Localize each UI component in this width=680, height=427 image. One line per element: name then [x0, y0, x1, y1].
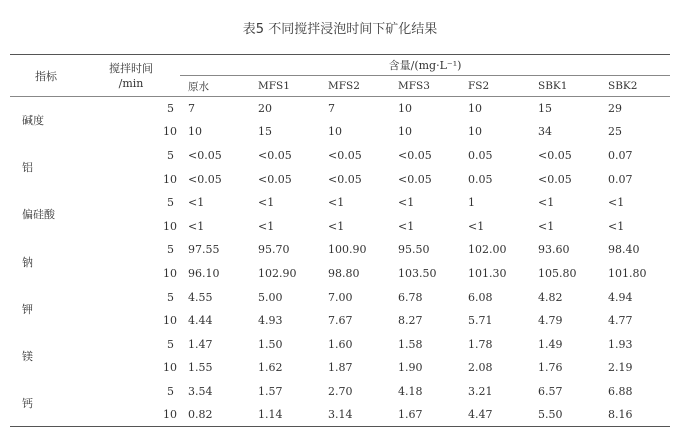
content-value: 1.57 — [258, 384, 283, 398]
content-value: <0.05 — [398, 148, 432, 162]
indicator-name: 镁 — [22, 350, 33, 364]
table-row — [10, 144, 670, 168]
content-value: 7 — [328, 102, 335, 116]
content-value: 6.08 — [468, 290, 493, 304]
content-value: 1.50 — [258, 337, 283, 351]
content-value: <1 — [608, 196, 625, 210]
content-value: 15 — [258, 125, 272, 139]
content-value: 10 — [398, 125, 412, 139]
content-value: 1.90 — [398, 361, 423, 375]
table-row — [10, 120, 670, 144]
table-body — [10, 97, 670, 427]
stir-time: 10 — [163, 408, 177, 422]
indicator-name: 钠 — [22, 255, 33, 269]
content-value: 7 — [188, 102, 195, 116]
stir-time: 10 — [163, 314, 177, 328]
content-value: <1 — [188, 196, 205, 210]
content-value: 4.82 — [538, 290, 563, 304]
header-row-1 — [10, 55, 670, 76]
content-value: <0.05 — [398, 172, 432, 186]
content-value: 1.67 — [398, 408, 423, 422]
content-value: <1 — [258, 219, 275, 233]
content-value: 95.50 — [398, 243, 430, 257]
content-value: 4.77 — [608, 314, 633, 328]
content-value: <1 — [328, 196, 345, 210]
content-value: 102.00 — [468, 243, 507, 257]
content-value: <1 — [538, 196, 555, 210]
content-value: <0.05 — [328, 172, 362, 186]
content-value: 29 — [608, 102, 622, 116]
content-value: 10 — [328, 125, 342, 139]
content-value: 98.80 — [328, 266, 360, 280]
stir-time: 5 — [167, 196, 174, 210]
content-value: <0.05 — [538, 148, 572, 162]
table-row — [10, 309, 670, 333]
content-value: <0.05 — [328, 148, 362, 162]
content-value: 1.14 — [258, 408, 283, 422]
content-value: 3.21 — [468, 384, 493, 398]
stir-time: 10 — [163, 172, 177, 186]
stir-time: 10 — [163, 361, 177, 375]
content-value: 6.88 — [608, 384, 633, 398]
content-value: 101.80 — [608, 266, 647, 280]
content-value: <1 — [608, 219, 625, 233]
content-value: 6.57 — [538, 384, 563, 398]
content-value: 1.47 — [188, 337, 213, 351]
content-value: 4.44 — [188, 314, 213, 328]
content-value: <0.05 — [538, 172, 572, 186]
sample-header: FS2 — [460, 76, 530, 97]
time-header-line1: 搅拌时间 — [109, 61, 153, 75]
content-value: <0.05 — [258, 172, 292, 186]
stir-time: 5 — [167, 337, 174, 351]
content-value: 105.80 — [538, 266, 577, 280]
content-value: 4.79 — [538, 314, 563, 328]
content-value: 2.08 — [468, 361, 493, 375]
mineralization-table — [10, 54, 670, 427]
content-value: 2.19 — [608, 361, 633, 375]
sample-header: MFS3 — [390, 76, 460, 97]
table-row — [10, 262, 670, 286]
indicator-name: 偏硅酸 — [22, 208, 55, 222]
content-value: 100.90 — [328, 243, 367, 257]
content-value: 0.07 — [608, 148, 633, 162]
content-value: 10 — [398, 102, 412, 116]
stir-time: 5 — [167, 148, 174, 162]
content-value: 1.87 — [328, 361, 353, 375]
sample-header: MFS1 — [250, 76, 320, 97]
content-value: <1 — [468, 219, 485, 233]
content-value: 20 — [258, 102, 272, 116]
content-value: 1.55 — [188, 361, 213, 375]
indicator-name: 钙 — [10, 380, 82, 427]
content-value: <1 — [538, 219, 555, 233]
content-value: 1.49 — [538, 337, 563, 351]
time-header-line2: /min — [118, 76, 144, 90]
content-value: 1.78 — [468, 337, 493, 351]
content-value: 96.10 — [188, 266, 220, 280]
content-value: 5.50 — [538, 408, 563, 422]
stir-time: 5 — [167, 243, 174, 257]
indicator-name: 铝 — [22, 161, 33, 175]
content-value: 4.18 — [398, 384, 423, 398]
table-row — [10, 285, 670, 309]
content-value: 0.07 — [608, 172, 633, 186]
content-value: 0.05 — [468, 148, 493, 162]
content-value: 10 — [468, 125, 482, 139]
content-value: 0.05 — [468, 172, 493, 186]
content-value: 5.71 — [468, 314, 493, 328]
table-row — [10, 191, 670, 215]
content-value: 1 — [468, 196, 475, 210]
content-value: 97.55 — [188, 243, 220, 257]
content-value: <1 — [258, 196, 275, 210]
content-value: 1.58 — [398, 337, 423, 351]
content-value: <1 — [398, 196, 415, 210]
table-row — [10, 380, 670, 404]
stir-time: 5 — [167, 290, 174, 304]
content-value: 2.70 — [328, 384, 353, 398]
stir-time: 5 — [167, 384, 174, 398]
table-row — [10, 167, 670, 191]
content-value: 5.00 — [258, 290, 283, 304]
sample-header: MFS2 — [320, 76, 390, 97]
content-value: <1 — [398, 219, 415, 233]
content-header: 含量/(mg·L⁻¹) — [180, 55, 670, 76]
table-row — [10, 356, 670, 380]
content-value: 10 — [188, 125, 202, 139]
table-row — [10, 403, 670, 427]
content-value: 10 — [468, 102, 482, 116]
table-row — [10, 214, 670, 238]
content-value: 1.93 — [608, 337, 633, 351]
sample-header: 原水 — [180, 76, 250, 97]
table-caption: 表5 不同搅拌浸泡时间下矿化结果 — [242, 22, 438, 37]
content-value: 4.94 — [608, 290, 633, 304]
stir-time: 10 — [163, 219, 177, 233]
content-value: 1.62 — [258, 361, 283, 375]
content-value: 8.27 — [398, 314, 423, 328]
content-value: 93.60 — [538, 243, 570, 257]
sample-header: SBK2 — [600, 76, 670, 97]
content-value: 95.70 — [258, 243, 290, 257]
table-row — [10, 332, 670, 356]
content-value: 34 — [538, 125, 552, 139]
indicator-name: 钾 — [22, 302, 33, 316]
stir-time: 10 — [163, 266, 177, 280]
content-value: 4.93 — [258, 314, 283, 328]
content-value: <0.05 — [188, 148, 222, 162]
content-value: 15 — [538, 102, 552, 116]
time-header — [82, 55, 180, 97]
content-value: 4.55 — [188, 290, 213, 304]
content-value: 6.78 — [398, 290, 423, 304]
content-value: 4.47 — [468, 408, 493, 422]
content-value: 102.90 — [258, 266, 297, 280]
content-value: 1.60 — [328, 337, 353, 351]
content-value: 98.40 — [608, 243, 640, 257]
table-row — [10, 238, 670, 262]
content-value: 1.76 — [538, 361, 563, 375]
indicator-name: 碱度 — [22, 114, 44, 128]
content-value: 103.50 — [398, 266, 437, 280]
content-value: <0.05 — [188, 172, 222, 186]
content-value: 101.30 — [468, 266, 507, 280]
content-value: 3.54 — [188, 384, 213, 398]
content-value: 7.00 — [328, 290, 353, 304]
sample-header: SBK1 — [530, 76, 600, 97]
indicator-header: 指标 — [10, 55, 82, 97]
content-value: 25 — [608, 125, 622, 139]
table-row — [10, 97, 670, 121]
content-value: 8.16 — [608, 408, 633, 422]
stir-time: 10 — [163, 125, 177, 139]
content-value: <0.05 — [258, 148, 292, 162]
content-value: <1 — [328, 219, 345, 233]
content-value: 3.14 — [328, 408, 353, 422]
content-value: 0.82 — [188, 408, 213, 422]
content-value: <1 — [188, 219, 205, 233]
content-value: 7.67 — [328, 314, 353, 328]
stir-time: 5 — [167, 102, 174, 116]
